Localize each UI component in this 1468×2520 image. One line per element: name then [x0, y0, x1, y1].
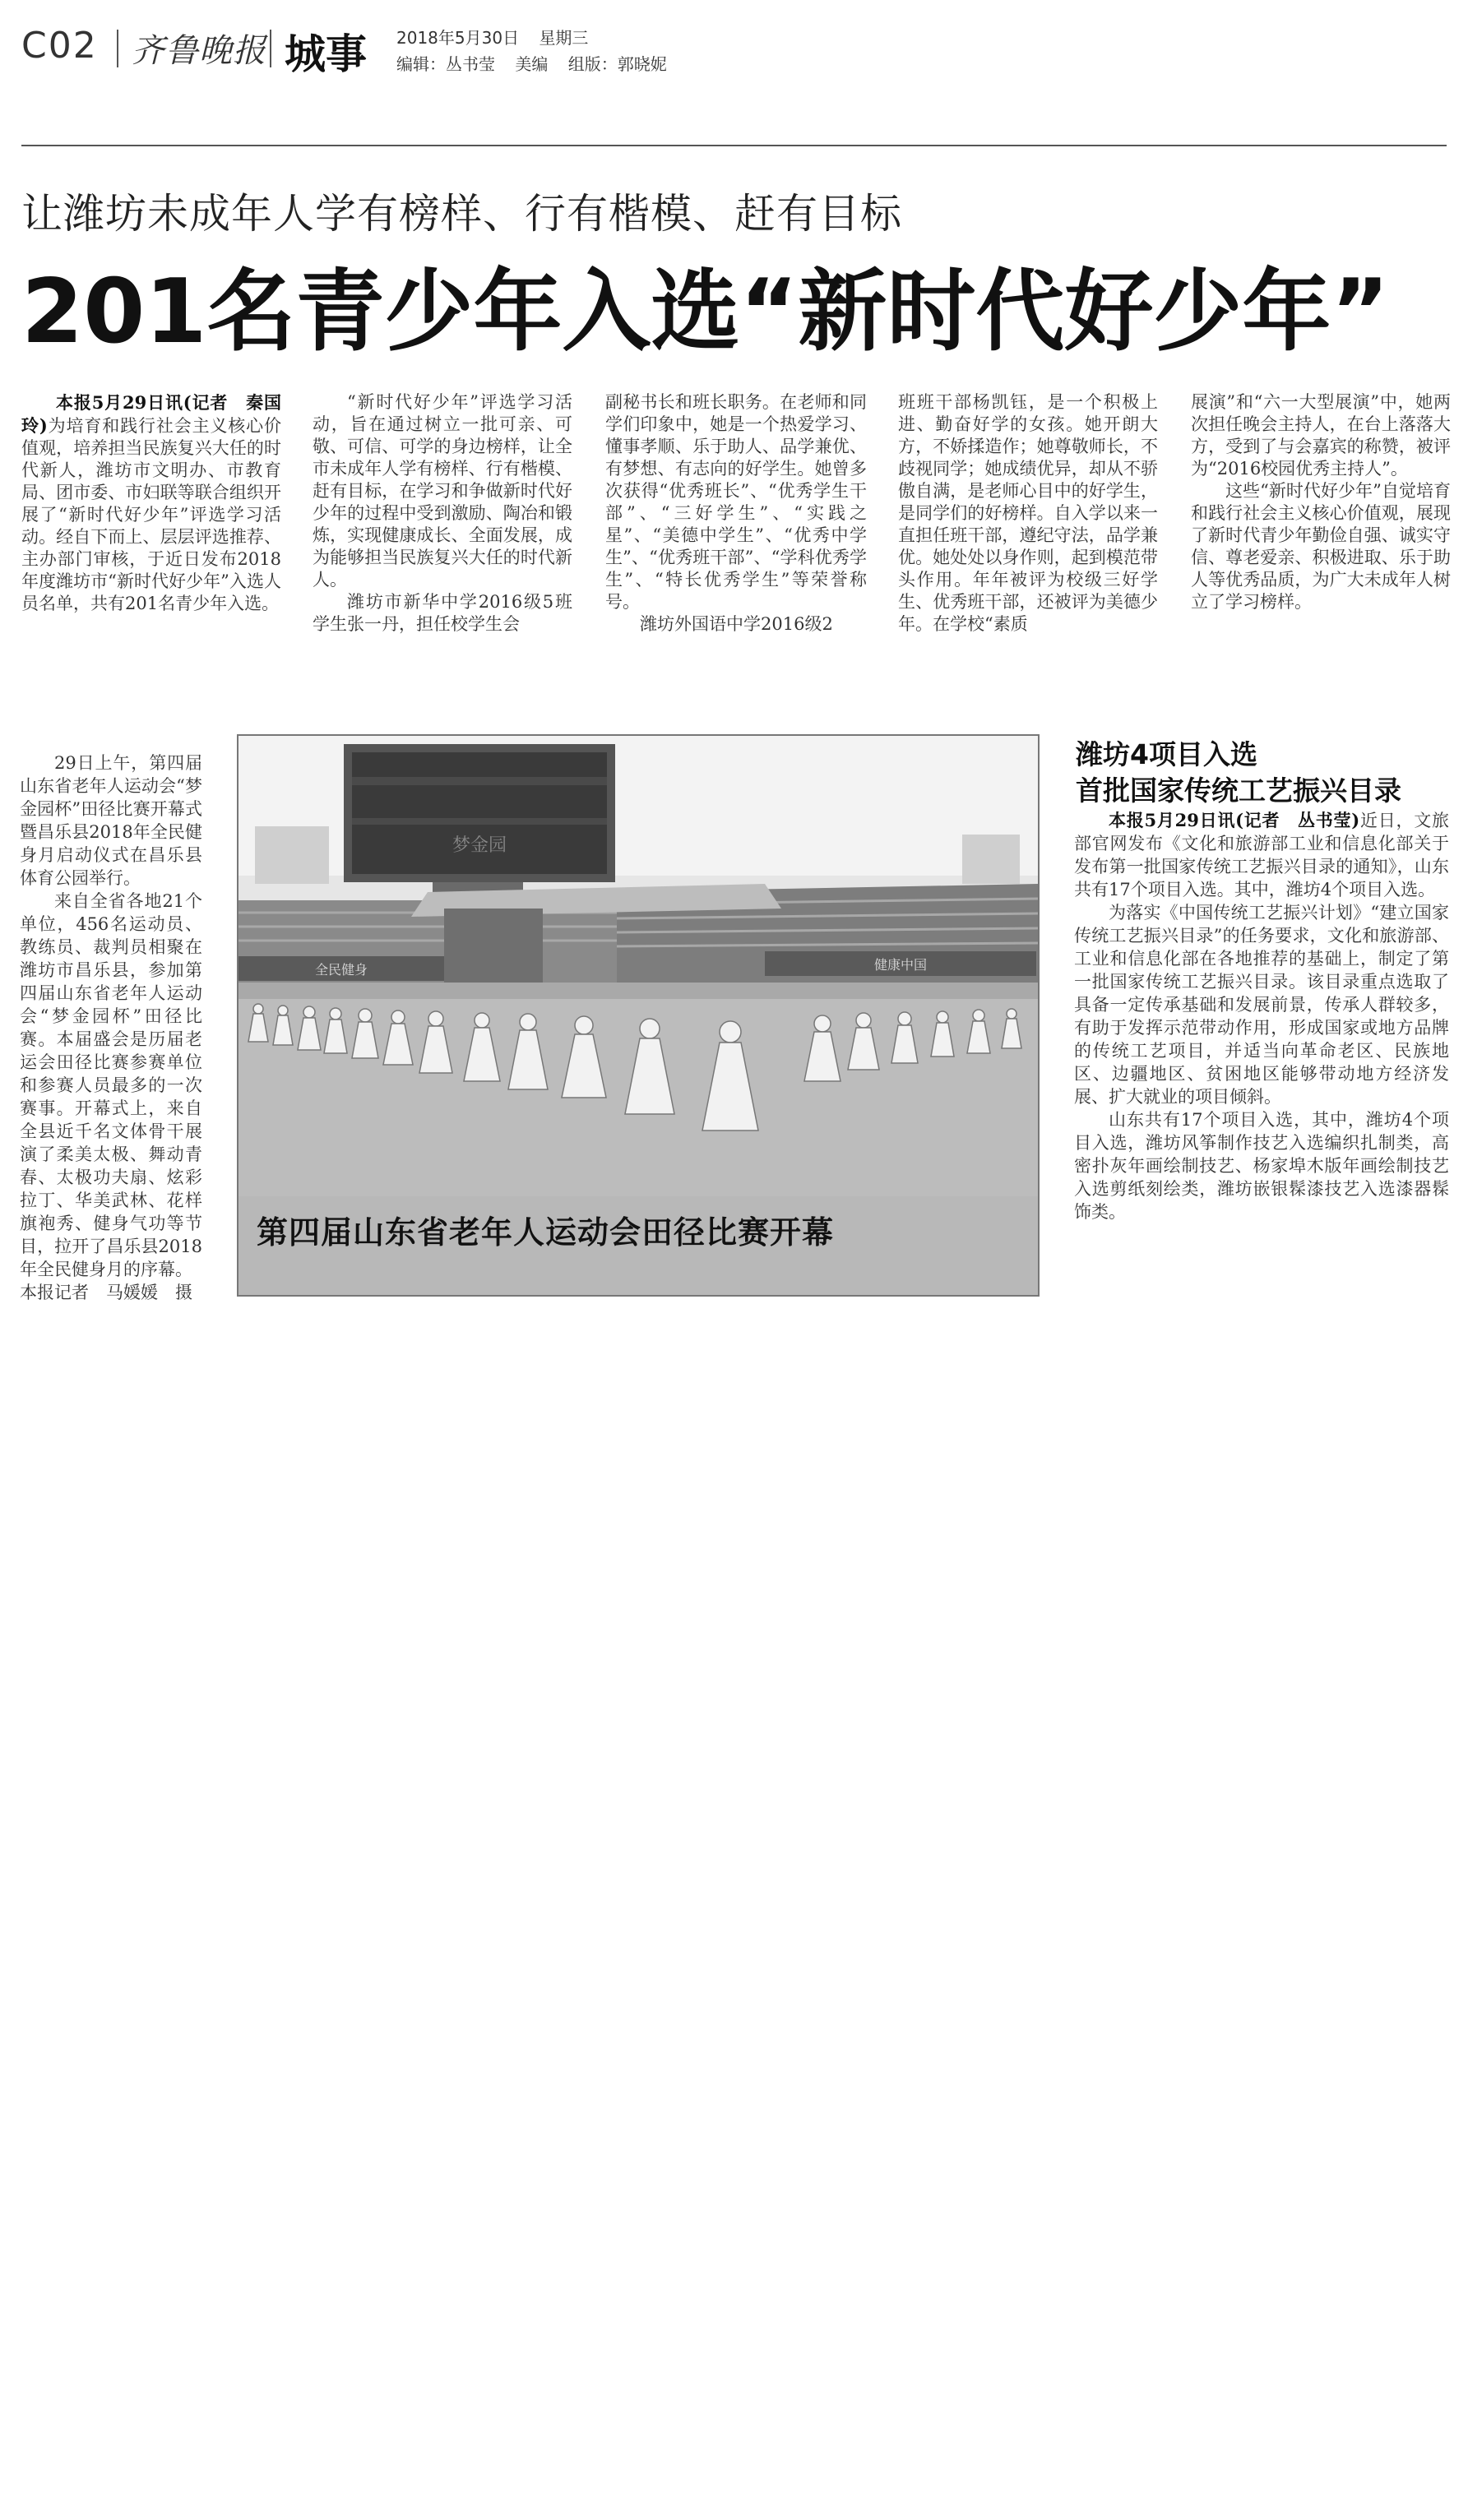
- side-article-paragraph: 山东共有17个项目入选，其中，潍坊4个项目入选，潍坊风筝制作技艺入选编织扎制类，高密扑灰年画绘制技艺、杨家埠木版年画绘制技艺入选剪纸刻绘类，潍坊嵌银髹漆技艺入选漆器髹饰类。: [1074, 1110, 1449, 1222]
- article-paragraph: “新时代好少年”评选学习活动，旨在通过树立一批可亲、可敬、可信、可学的身边榜样，让全市未成年人学有榜样、行有楷模、赶有目标，在学习和争做新时代好少年的过程中受到激励、陶冶和锻炼，实现健康成长、全面发展，成为能够担当民族复兴大任的时代新人。: [313, 392, 572, 590]
- article-paragraph: 潍坊市新华中学2016级5班学生张一丹，担任校学生会: [313, 592, 572, 634]
- photo-caption: 第四届山东省老年人运动会田径比赛开幕: [257, 1214, 835, 1251]
- weekday: 星期三: [539, 28, 589, 48]
- editor: 编辑：丛书莹: [396, 54, 495, 74]
- side-article-text: 近日，文旅部官网发布《文化和旅游部工业和信息化部关于发布第一批国家传统工艺振兴目录的通知》，山东共有17个项目入选。其中，潍坊4个项目入选。: [1074, 811, 1449, 899]
- article-column-5: [1191, 391, 1451, 613]
- article-paragraph: 副秘书长和班长职务。在老师和同学们印象中，她是一个热爱学习、懂事孝顺、乐于助人、品学兼优、有梦想、有志向的好学生。她曾多次获得“优秀班长”、“优秀学生干部”、“三好学生”、“实践之星”、“美德中学生”、“优秀中学生”、“优秀班干部”、“学科优秀学生”、“特长优秀学生”等荣誉称号。: [605, 392, 867, 612]
- photo-byline: 本报记者 马媛媛 摄: [20, 1283, 192, 1302]
- masthead-divider: [117, 30, 118, 67]
- layout-editor: 组版：郭晓妮: [567, 54, 667, 74]
- side-article-paragraph: 为落实《中国传统工艺振兴计划》“建立国家传统工艺振兴目录”的任务要求，文化和旅游部、工业和信息化部在各地推荐的基础上，制定了第一批国家传统工艺振兴目录。该目录重点选取了具备一定传承基础和发展前景，传承人群较多，有助于发挥示范带动作用，形成国家或地方品牌的传统工艺项目，并适当向革命老区、民族地区、边疆地区、贫困地区能够带动地方经济发展、扩大就业的项目倾斜。: [1074, 903, 1449, 1107]
- article-paragraph: 班班干部杨凯钰，是一个积极上进、勤奋好学的女孩。她开朗大方，不娇揉造作；她尊敬师长，不歧视同学；她成绩优异，却从不骄傲自满，是老师心目中的好学生，是同学们的好榜样。自入学以来一直担任班干部，遵纪守法，品学兼优。她处处以身作则，起到模范带头作用。年年被评为校级三好学生、优秀班干部，还被评为美德少年。在学校“素质: [898, 392, 1158, 634]
- article-column-1: [21, 391, 281, 615]
- banner-text: 全民健身: [314, 962, 368, 978]
- side-article-body: [1074, 809, 1449, 1223]
- article-paragraph: 展演”和“六一大型展演”中，她两次担任晚会主持人，在台上落落大方，受到了与会嘉宾的称赞，被评为“2016校园优秀主持人”。: [1191, 392, 1451, 479]
- side-article-title-line2: 首批国家传统工艺振兴目录: [1076, 774, 1401, 807]
- article-paragraph: 这些“新时代好少年”自觉培育和践行社会主义核心价值观，展现了新时代青少年勤俭自强、诚实守信、尊老爱亲、积极进取、乐于助人等优秀品质，为广大未成年人树立了学习榜样。: [1191, 481, 1451, 612]
- date-line: [396, 25, 603, 49]
- headline: 201名青少年入选“新时代好少年”: [21, 261, 1390, 363]
- article-lead: 本报5月29日讯(记者 秦国玲): [21, 392, 281, 436]
- article-column-4: [898, 391, 1158, 636]
- editor-line: [396, 51, 682, 75]
- side-article-lead: 本报5月29日讯(记者 丛书莹): [1109, 810, 1360, 830]
- headline-kicker: 让潍坊未成年人学有榜样、行有楷模、赶有目标: [21, 190, 902, 238]
- scoreboard-text: 梦金园: [452, 835, 507, 856]
- article-column-2: [313, 391, 572, 636]
- article-paragraph: 潍坊外国语中学2016级2: [640, 614, 833, 634]
- header-rule: [21, 145, 1447, 146]
- newspaper-logo: 齐鲁晚报: [132, 32, 266, 70]
- section-title: 城事: [285, 30, 367, 78]
- art-editor: 美编: [515, 54, 549, 74]
- page-number: C02: [21, 25, 98, 67]
- article-column-3: [605, 391, 867, 636]
- banner-text: 健康中国: [873, 957, 928, 973]
- photo-story-text: [20, 751, 202, 1304]
- photo-story-paragraph: 来自全省各地21个单位，456名运动员、教练员、裁判员相聚在潍坊市昌乐县，参加第四届山东省老年人运动会“梦金园杯”田径比赛。本届盛会是历届老运会田径比赛参赛单位和参赛人员最多的一次赛事。开幕式上，来自全县近千名文体骨干展演了柔美太极、舞动青春、太极功夫扇、炫彩拉丁、华美武林、花样旗袍秀、健身气功等节目，拉开了昌乐县2018年全民健身月的序幕。: [20, 891, 202, 1279]
- side-article-title-line1: 潍坊4项目入选: [1076, 738, 1257, 770]
- masthead-divider: [270, 30, 271, 67]
- photo-story-paragraph: 29日上午，第四届山东省老年人运动会“梦金园杯”田径比赛开幕式暨昌乐县2018年全民健身月启动仪式在昌乐县体育公园举行。: [20, 753, 202, 888]
- article-text: 为培育和践行社会主义核心价值观，培养担当民族复兴大任的时代新人，潍坊市文明办、市教育局、团市委、市妇联等联合组织开展了“新时代好少年”评选学习活动。经自下而上、层层评选推荐、主办部门审核，于近日发布2018年度潍坊市“新时代好少年”入选人员名单，共有201名青少年入选。: [21, 416, 282, 613]
- date: 2018年5月30日: [396, 28, 520, 48]
